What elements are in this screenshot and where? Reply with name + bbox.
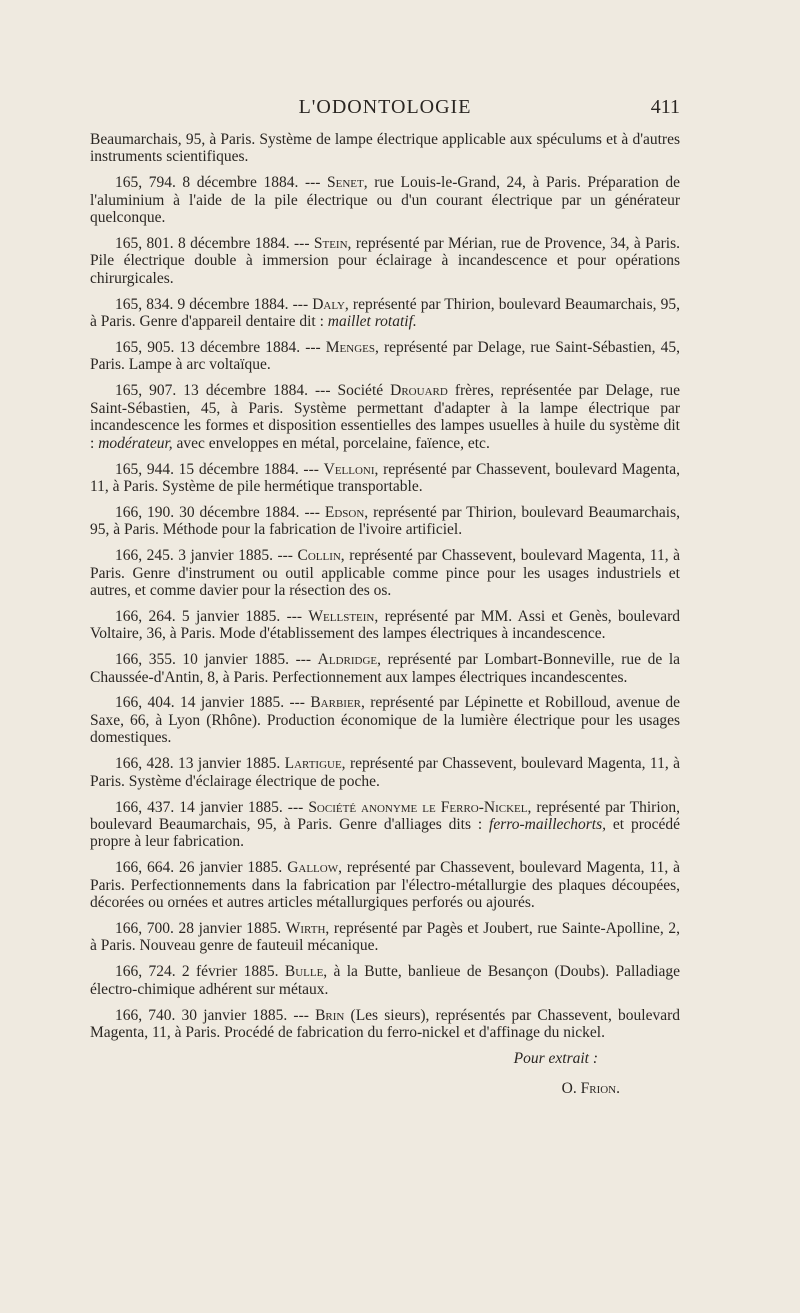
patent-entry: [90, 504, 680, 539]
entry-name: Menges,: [325, 339, 379, 357]
patent-entries: [90, 174, 680, 1041]
entry-name: Daly,: [312, 295, 349, 313]
entry-text: frères, représentée par Delage, rue Saint-Sébastien, 45, à Paris. Système permettant d'adapter à la lampe électrique par incandescence les formes et disposition essentielles des lampes usuelles à huile du système dit :: [90, 382, 681, 452]
entry-ref: 166, 724. 2 février 1885.: [115, 963, 279, 981]
patent-entry: [90, 174, 680, 226]
entry-text: représenté par Thirion, boulevard Beaumarchais, 95, à Paris. Méthode pour la fabrication de l'ivoire artificiel.: [90, 503, 680, 539]
entry-ref: 166, 245. 3 janvier 1885. ---: [115, 547, 293, 565]
entry-text: représenté par Mérian, rue de Provence, 34, à Paris. Pile électrique double à immersion pour éclairage à incandescence et pour opérations chirurgicales.: [90, 235, 681, 287]
entry-text: représenté par Thirion, boulevard Beaumarchais, 95, à Paris. Genre d'appareil dentaire dit :: [90, 295, 680, 331]
entry-name: Edson,: [324, 503, 369, 521]
entry-text: représenté par Chassevent, boulevard Magenta, 11, à Paris. Système de pile hermétique transportable.: [90, 460, 680, 495]
entry-ref: 166, 264. 5 janvier 1885. ---: [115, 607, 303, 625]
patent-list: [90, 131, 680, 1113]
entry-text: rue Louis-le-Grand, 24, à Paris. Préparation de l'aluminium à l'aide de la pile électrique ou d'un courant électrique par un générateur quelconque.: [90, 174, 681, 227]
entry-name: Gallow,: [287, 859, 342, 877]
entry-ref: 165, 905. 13 décembre 1884. ---: [115, 339, 321, 357]
entry-name: Stein,: [313, 235, 352, 253]
entry-text: représenté par Delage, rue Saint-Sébastien, 45, Paris. Lampe à arc voltaïque.: [90, 339, 680, 374]
entry-name: Lartigue,: [284, 755, 346, 773]
entry-ref: 165, 834. 9 décembre 1884. ---: [115, 295, 309, 313]
patent-entry: [90, 547, 680, 599]
patent-entry: [90, 235, 680, 287]
entry-ref: 166, 700. 28 janvier 1885.: [115, 919, 282, 937]
patent-entry: [90, 339, 680, 374]
entry-name: Brin: [315, 1006, 345, 1024]
entry-ref: 166, 428. 13 janvier 1885.: [115, 755, 281, 773]
entry-ref: 166, 355. 10 janvier 1885. ---: [115, 651, 312, 669]
entry-name: Velloni,: [323, 460, 379, 478]
entry-text: représenté par Chassevent, boulevard Magenta, 11, à Paris. Perfectionnements dans la fabrication par l'électro-métallurgie des plaques découpées, décorées ou ornées et autres articles métallurgiques perforés ou ajourés.: [90, 859, 681, 912]
entry-text-after: avec enveloppes en métal, porcelaine, faïence, etc.: [176, 434, 490, 452]
patent-entry: [90, 963, 680, 998]
patent-entry: [90, 799, 680, 851]
patent-entry: [90, 755, 680, 790]
patent-entry: [90, 859, 680, 911]
patent-entry: [90, 651, 680, 686]
entry-italic: modérateur,: [98, 434, 173, 452]
entry-text: représenté par Thirion, boulevard Beaumarchais, 95, à Paris. Genre d'alliages dits :: [90, 798, 681, 833]
entry-name: Société anonyme le Ferro-Nickel,: [308, 798, 532, 816]
entry-text: (Les sieurs), représentés par Chassevent, boulevard Magenta, 11, à Paris. Procédé de fabrication du ferro-nickel et d'affinage du nickel.: [90, 1006, 680, 1041]
entry-text-after: et procédé propre à leur fabrication.: [90, 815, 680, 851]
patent-entry: [90, 694, 680, 746]
entry-name: Wellstein,: [308, 607, 379, 625]
journal-title: L'ODONTOLOGIE: [298, 96, 472, 118]
patent-entry: [90, 461, 680, 496]
entry-text: représenté par Chassevent, boulevard Magenta, 11, à Paris. Genre d'instrument ou outil applicable comme pince pour les usages industriels et autres, et comme davier pour la résection des os.: [90, 547, 680, 599]
entry-italic: ferro-maillechorts,: [489, 815, 607, 833]
entry-name: Drouard: [390, 382, 448, 400]
entry-text: représenté par MM. Assi et Genès, boulevard Voltaire, 36, à Paris. Mode d'établissement des lampes électriques à incandescence.: [90, 607, 680, 643]
entry-text: représenté par Lombart-Bonneville, rue de la Chaussée-d'Antin, 8, à Paris. Perfectionnement aux lampes électriques incandescentes.: [90, 651, 681, 686]
running-header: [90, 96, 680, 120]
page-number: 411: [650, 96, 680, 118]
patent-entry: [90, 1007, 680, 1042]
entry-ref: 166, 190. 30 décembre 1884. ---: [115, 503, 320, 521]
entry-text: à la Butte, banlieue de Besançon (Doubs). Palladiage électro-chimique adhérent sur métaux.: [90, 963, 681, 998]
entry-ref: 165, 907. 13 décembre 1884. --- Société: [115, 382, 384, 400]
entry-name: Aldridge,: [317, 651, 381, 669]
entry-name: Senet,: [327, 174, 368, 192]
continuation-paragraph: Beaumarchais, 95, à Paris. Système de lampe électrique applicable aux spéculums et à d'autres instruments scientifiques.: [90, 131, 680, 166]
patent-entry: [90, 608, 680, 643]
patent-entry: [90, 920, 680, 955]
entry-text: représenté par Chassevent, boulevard Magenta, 11, à Paris. Système d'éclairage électrique de poche.: [90, 755, 680, 790]
entry-italic: maillet rotatif.: [327, 313, 417, 331]
entry-ref: 165, 944. 15 décembre 1884. ---: [115, 460, 319, 478]
patent-entry: [90, 296, 680, 331]
entry-name: Wirth,: [285, 919, 330, 937]
entry-ref: 165, 794. 8 décembre 1884. ---: [115, 174, 321, 192]
entry-ref: 166, 664. 26 janvier 1885.: [115, 859, 283, 877]
author-signature: O. Frion.: [561, 1080, 620, 1098]
signoff: [90, 1050, 680, 1098]
pour-extrait: Pour extrait :: [513, 1049, 598, 1067]
entry-ref: 166, 740. 30 janvier 1885. ---: [115, 1006, 309, 1024]
entry-name: Collin,: [297, 547, 345, 565]
entry-text: représenté par Pagès et Joubert, rue Sainte-Apolline, 2, à Paris. Nouveau genre de fauteuil mécanique.: [90, 919, 681, 955]
entry-ref: 165, 801. 8 décembre 1884. ---: [115, 235, 310, 253]
entry-name: Bulle,: [284, 963, 328, 981]
entry-ref: 166, 404. 14 janvier 1885. ---: [115, 694, 305, 712]
entry-ref: 166, 437. 14 janvier 1885. ---: [115, 798, 304, 816]
patent-entry: [90, 382, 680, 452]
entry-text: représenté par Lépinette et Robilloud, avenue de Saxe, 66, à Lyon (Rhône). Production économique de la lumière électrique pour les usages domestiques.: [90, 694, 681, 747]
entry-name: Barbier,: [310, 694, 365, 712]
